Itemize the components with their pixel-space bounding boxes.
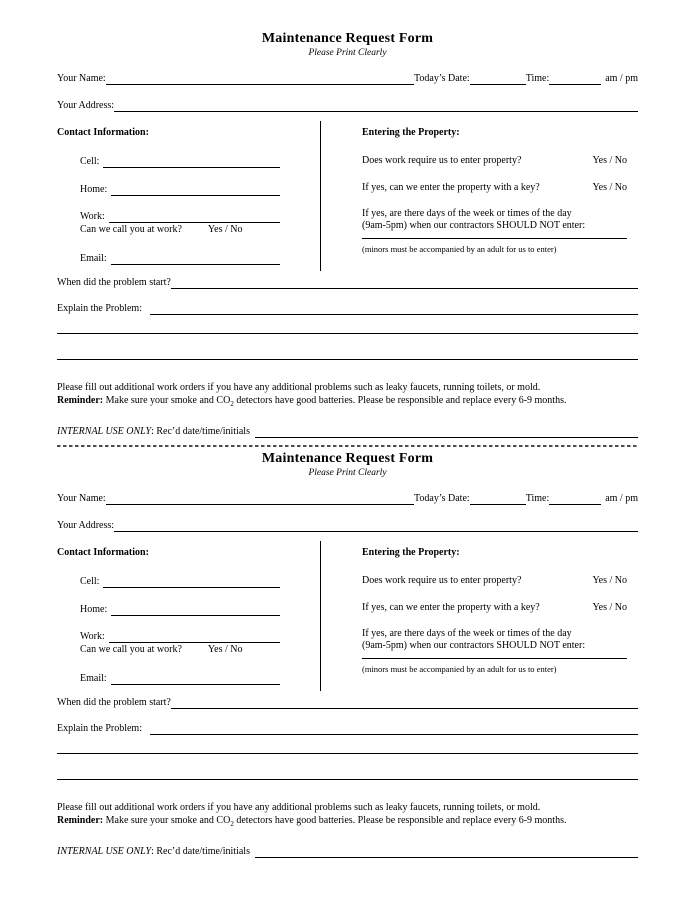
when-problem-start-row	[57, 276, 638, 289]
home-label: Home:	[80, 184, 108, 195]
home-field-row	[80, 183, 280, 196]
cell-blank-line	[103, 155, 280, 168]
enter-property-yes-no: Yes / No	[592, 155, 627, 166]
call-at-work-yes-no: Yes / No	[207, 224, 243, 235]
maintenance-form-copy-1	[57, 0, 638, 438]
work-field-row	[80, 630, 280, 643]
reminder-note	[57, 394, 638, 411]
address-row	[57, 99, 638, 112]
time-label: Time:	[525, 73, 550, 84]
cell-label: Cell:	[80, 576, 100, 587]
entering-property-heading: Entering the Property:	[362, 127, 460, 138]
can-we-call-label: Can we call you at work?	[80, 224, 182, 235]
cell-blank-line	[103, 575, 280, 588]
contact-information-heading: Contact Information:	[57, 127, 149, 138]
when-problem-start-blank-line	[171, 276, 638, 289]
enter-with-key-question-row	[362, 602, 627, 614]
todays-date-blank-line	[470, 72, 526, 85]
email-field-row	[80, 672, 280, 685]
enter-with-key-yes-no: Yes / No	[592, 602, 627, 613]
enter-property-question: Does work require us to enter property?	[362, 155, 522, 166]
no-enter-times-line-1: If yes, are there days of the week or times of the day	[362, 208, 572, 219]
no-enter-times-blank-line	[362, 238, 627, 239]
your-name-blank-line	[106, 492, 414, 505]
co2-subscript: 2	[230, 400, 234, 408]
contact-information-heading: Contact Information:	[57, 547, 149, 558]
no-enter-times-line-2: (9am-5pm) when our contractors SHOULD NOT enter:	[362, 640, 586, 651]
your-address-blank-line	[114, 519, 638, 532]
cell-field-row	[80, 575, 280, 588]
work-label: Work:	[80, 631, 105, 642]
email-blank-line	[111, 252, 280, 265]
form-subtitle: Please Print Clearly	[308, 48, 387, 58]
time-blank-line	[549, 72, 601, 85]
call-at-work-row	[80, 644, 320, 656]
explain-problem-row	[57, 722, 638, 735]
maintenance-form-copy-2	[57, 420, 638, 858]
internal-use-row	[57, 845, 638, 858]
internal-use-label: INTERNAL USE ONLY	[57, 846, 152, 857]
no-enter-times-line-1: If yes, are there days of the week or times of the day	[362, 628, 572, 639]
enter-with-key-question-row	[362, 182, 627, 194]
home-blank-line	[111, 183, 280, 196]
form-title: Maintenance Request Form	[261, 451, 434, 466]
no-enter-times-line-2: (9am-5pm) when our contractors SHOULD NOT enter:	[362, 220, 586, 231]
work-field-row	[80, 210, 280, 223]
enter-with-key-question: If yes, can we enter the property with a key?	[362, 602, 540, 613]
reminder-text-pre: Make sure your smoke and CO	[105, 815, 231, 826]
todays-date-label: Today’s Date:	[414, 73, 470, 84]
when-problem-start-row	[57, 696, 638, 709]
enter-with-key-question: If yes, can we enter the property with a key?	[362, 182, 540, 193]
footer-notes	[57, 381, 638, 411]
your-address-blank-line	[114, 99, 638, 112]
call-at-work-row	[80, 224, 320, 236]
minors-note: (minors must be accompanied by an adult for us to enter)	[362, 664, 557, 674]
reminder-text-post: detectors have good batteries. Please be responsible and replace every 6-9 months.	[236, 815, 567, 826]
form-title: Maintenance Request Form	[261, 31, 434, 46]
internal-use-blank-line	[255, 845, 638, 858]
enter-with-key-yes-no: Yes / No	[592, 182, 627, 193]
entering-property-section	[321, 121, 638, 271]
your-address-label: Your Address:	[57, 520, 115, 531]
explain-extra-line-1	[57, 753, 638, 754]
enter-property-question-row	[362, 155, 627, 167]
reminder-text-post: detectors have good batteries. Please be responsible and replace every 6-9 months.	[236, 395, 567, 406]
footer-notes	[57, 801, 638, 831]
cell-label: Cell:	[80, 156, 100, 167]
enter-property-question-row	[362, 575, 627, 587]
name-date-time-row	[57, 492, 638, 505]
form-subtitle: Please Print Clearly	[308, 468, 387, 478]
internal-use-rest: : Rec’d date/time/initials	[151, 426, 250, 437]
reminder-label: Reminder:	[57, 395, 104, 406]
cell-field-row	[80, 155, 280, 168]
no-enter-times-blank-line	[362, 658, 627, 659]
home-label: Home:	[80, 604, 108, 615]
time-label: Time:	[525, 493, 550, 504]
entering-property-heading: Entering the Property:	[362, 547, 460, 558]
reminder-text-pre: Make sure your smoke and CO	[105, 395, 231, 406]
explain-problem-label: Explain the Problem:	[57, 723, 142, 734]
todays-date-label: Today’s Date:	[414, 493, 470, 504]
email-label: Email:	[80, 673, 107, 684]
when-problem-start-blank-line	[171, 696, 638, 709]
your-name-label: Your Name:	[57, 493, 106, 504]
am-pm-label: am / pm	[605, 73, 638, 84]
explain-problem-blank-line	[150, 302, 638, 315]
explain-extra-line-1	[57, 333, 638, 334]
can-we-call-label: Can we call you at work?	[80, 644, 182, 655]
co2-subscript: 2	[230, 820, 234, 828]
email-label: Email:	[80, 253, 107, 264]
todays-date-blank-line	[470, 492, 526, 505]
minors-note: (minors must be accompanied by an adult for us to enter)	[362, 244, 557, 254]
internal-use-label: INTERNAL USE ONLY	[57, 426, 152, 437]
work-label: Work:	[80, 211, 105, 222]
explain-problem-label: Explain the Problem:	[57, 303, 142, 314]
additional-work-orders-note: Please fill out additional work orders if you have any additional problems such as leaky faucets, running toilets, or mold.	[57, 382, 541, 393]
time-blank-line	[549, 492, 601, 505]
two-column-section	[57, 541, 638, 691]
no-enter-times-question	[362, 628, 627, 652]
enter-property-question: Does work require us to enter property?	[362, 575, 522, 586]
explain-extra-line-2	[57, 359, 638, 360]
entering-property-section	[321, 541, 638, 691]
work-blank-line	[109, 630, 280, 643]
explain-extra-line-2	[57, 779, 638, 780]
no-enter-times-question	[362, 208, 627, 232]
name-date-time-row	[57, 72, 638, 85]
when-problem-start-label: When did the problem start?	[57, 277, 171, 288]
explain-problem-blank-line	[150, 722, 638, 735]
explain-problem-row	[57, 302, 638, 315]
your-name-blank-line	[106, 72, 414, 85]
your-address-label: Your Address:	[57, 100, 115, 111]
reminder-label: Reminder:	[57, 815, 104, 826]
contact-information-section	[57, 121, 321, 271]
email-blank-line	[111, 672, 280, 685]
work-blank-line	[109, 210, 280, 223]
internal-use-rest: : Rec’d date/time/initials	[151, 846, 250, 857]
call-at-work-yes-no: Yes / No	[207, 644, 243, 655]
enter-property-yes-no: Yes / No	[592, 575, 627, 586]
when-problem-start-label: When did the problem start?	[57, 697, 171, 708]
your-name-label: Your Name:	[57, 73, 106, 84]
home-blank-line	[111, 603, 280, 616]
two-column-section	[57, 121, 638, 271]
address-row	[57, 519, 638, 532]
email-field-row	[80, 252, 280, 265]
home-field-row	[80, 603, 280, 616]
am-pm-label: am / pm	[605, 493, 638, 504]
reminder-note	[57, 814, 638, 831]
additional-work-orders-note: Please fill out additional work orders if you have any additional problems such as leaky faucets, running toilets, or mold.	[57, 802, 541, 813]
contact-information-section	[57, 541, 321, 691]
